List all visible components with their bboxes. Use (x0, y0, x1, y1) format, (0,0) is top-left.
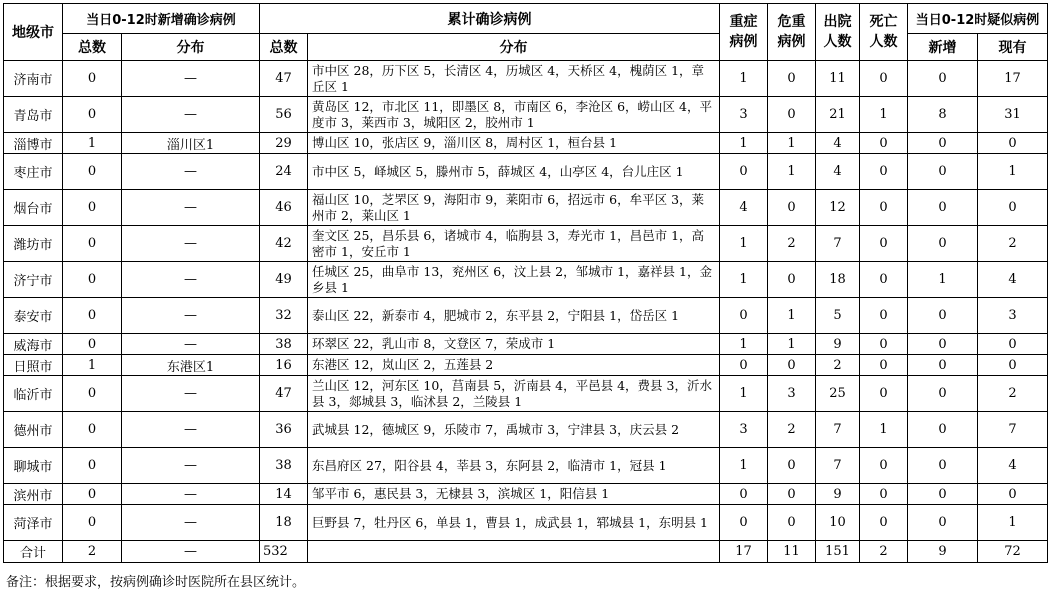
cell-severe: 3 (720, 412, 768, 448)
cell-severe: 1 (720, 334, 768, 355)
table-row (4, 412, 1048, 448)
cell-new-total: 0 (63, 190, 122, 226)
cell-suspect-current: 0 (978, 190, 1048, 226)
cell-severe: 0 (720, 298, 768, 334)
cell-suspect-new: 8 (908, 97, 978, 133)
cell-suspect-current: 31 (978, 97, 1048, 133)
total-suspect-new: 9 (908, 541, 978, 563)
cell-suspect-new: 0 (908, 484, 978, 505)
cell-suspect-new: 0 (908, 412, 978, 448)
cell-new-dist: 淄川区1 (122, 133, 260, 154)
cell-critical: 0 (768, 355, 816, 376)
cell-new-dist: — (122, 448, 260, 484)
cell-cum-dist: 东港区 12，岚山区 2，五莲县 2 (308, 355, 720, 376)
header-cumulative-distribution: 分布 (308, 34, 720, 61)
header-deaths: 死亡人数 (860, 4, 908, 61)
cell-deaths: 0 (860, 355, 908, 376)
cell-suspect-current: 17 (978, 61, 1048, 97)
cell-new-dist: — (122, 505, 260, 541)
total-cum-total: 532 (260, 541, 308, 563)
cell-severe: 0 (720, 154, 768, 190)
cell-deaths: 0 (860, 262, 908, 298)
cell-new-total: 0 (63, 226, 122, 262)
header-cumulative-total: 总数 (260, 34, 308, 61)
cell-severe: 1 (720, 61, 768, 97)
header-critical: 危重病例 (768, 4, 816, 61)
header-suspected-current: 现有 (978, 34, 1048, 61)
cell-new-total: 0 (63, 61, 122, 97)
cell-city: 青岛市 (4, 97, 63, 133)
cell-severe: 1 (720, 448, 768, 484)
cell-discharged: 9 (816, 334, 860, 355)
cell-city: 烟台市 (4, 190, 63, 226)
cell-new-total: 0 (63, 298, 122, 334)
total-deaths: 2 (860, 541, 908, 563)
cell-critical: 1 (768, 298, 816, 334)
cell-discharged: 11 (816, 61, 860, 97)
cell-suspect-current: 3 (978, 298, 1048, 334)
cell-severe: 3 (720, 97, 768, 133)
cell-cum-dist: 博山区 10，张店区 9，淄川区 8，周村区 1，桓台县 1 (308, 133, 720, 154)
cell-cum-dist: 巨野县 7，牡丹区 6，单县 1，曹县 1，成武县 1，郓城县 1，东明县 1 (308, 505, 720, 541)
cell-new-total: 1 (63, 355, 122, 376)
cell-cum-total: 36 (260, 412, 308, 448)
table-row (4, 154, 1048, 190)
cell-cum-total: 56 (260, 97, 308, 133)
cell-new-dist: — (122, 61, 260, 97)
cell-city: 济宁市 (4, 262, 63, 298)
cell-cum-total: 47 (260, 376, 308, 412)
cell-cum-total: 46 (260, 190, 308, 226)
cell-critical: 1 (768, 133, 816, 154)
total-label: 合计 (4, 541, 63, 563)
cell-deaths: 0 (860, 334, 908, 355)
header-suspected-new: 新增 (908, 34, 978, 61)
cell-discharged: 25 (816, 376, 860, 412)
cell-cum-total: 38 (260, 448, 308, 484)
header-new-distribution: 分布 (122, 34, 260, 61)
cell-severe: 0 (720, 484, 768, 505)
cell-discharged: 7 (816, 226, 860, 262)
cell-cum-dist: 武城县 12，德城区 9，乐陵市 7，禹城市 3，宁津县 3，庆云县 2 (308, 412, 720, 448)
cell-suspect-new: 0 (908, 334, 978, 355)
cell-cum-dist: 奎文区 25，昌乐县 6，诸城市 4，临朐县 3，寿光市 1，昌邑市 1，高密市 1，安丘市 1 (308, 226, 720, 262)
table-row (4, 376, 1048, 412)
cell-critical: 1 (768, 154, 816, 190)
cell-new-dist: — (122, 376, 260, 412)
cell-discharged: 5 (816, 298, 860, 334)
cell-cum-dist: 市中区 5，峄城区 5，滕州市 5，薛城区 4，山亭区 4，台儿庄区 1 (308, 154, 720, 190)
cell-city: 枣庄市 (4, 154, 63, 190)
cell-suspect-current: 2 (978, 376, 1048, 412)
cell-city: 潍坊市 (4, 226, 63, 262)
cell-new-total: 0 (63, 262, 122, 298)
cell-cum-dist: 市中区 28，历下区 5，长清区 4，历城区 4，天桥区 4，槐荫区 1，章丘区 1 (308, 61, 720, 97)
cell-critical: 0 (768, 505, 816, 541)
cell-severe: 1 (720, 226, 768, 262)
cell-suspect-new: 1 (908, 262, 978, 298)
cell-suspect-current: 2 (978, 226, 1048, 262)
cell-suspect-new: 0 (908, 355, 978, 376)
totals-row (4, 541, 1048, 563)
table-row (4, 262, 1048, 298)
cell-deaths: 0 (860, 505, 908, 541)
cell-new-dist: — (122, 154, 260, 190)
cell-discharged: 21 (816, 97, 860, 133)
cell-cum-total: 42 (260, 226, 308, 262)
cell-suspect-new: 0 (908, 376, 978, 412)
cell-city: 济南市 (4, 61, 63, 97)
cell-critical: 0 (768, 448, 816, 484)
cell-deaths: 0 (860, 61, 908, 97)
table-row (4, 133, 1048, 154)
cell-new-total: 0 (63, 97, 122, 133)
header-suspected-cases: 当日0-12时疑似病例 (908, 4, 1048, 34)
cell-cum-total: 32 (260, 298, 308, 334)
cell-new-dist: — (122, 226, 260, 262)
cell-city: 临沂市 (4, 376, 63, 412)
total-discharged: 151 (816, 541, 860, 563)
cell-new-total: 0 (63, 484, 122, 505)
cell-new-total: 1 (63, 133, 122, 154)
table-row (4, 505, 1048, 541)
cell-deaths: 0 (860, 484, 908, 505)
cell-discharged: 7 (816, 412, 860, 448)
header-new-cases: 当日0-12时新增确诊病例 (63, 4, 260, 34)
total-new-total: 2 (63, 541, 122, 563)
cell-severe: 1 (720, 262, 768, 298)
header-discharged: 出院人数 (816, 4, 860, 61)
cell-discharged: 18 (816, 262, 860, 298)
table-row (4, 97, 1048, 133)
cases-table (3, 3, 1048, 563)
cell-new-dist: — (122, 97, 260, 133)
cell-critical: 3 (768, 376, 816, 412)
cell-cum-total: 29 (260, 133, 308, 154)
cell-new-dist: — (122, 412, 260, 448)
cell-suspect-current: 7 (978, 412, 1048, 448)
cell-severe: 1 (720, 376, 768, 412)
cell-cum-total: 24 (260, 154, 308, 190)
header-new-total: 总数 (63, 34, 122, 61)
cell-suspect-current: 1 (978, 505, 1048, 541)
cell-suspect-current: 0 (978, 355, 1048, 376)
cell-suspect-current: 4 (978, 448, 1048, 484)
cell-critical: 0 (768, 190, 816, 226)
cell-deaths: 0 (860, 154, 908, 190)
cell-cum-total: 38 (260, 334, 308, 355)
cell-cum-dist: 邹平市 6，惠民县 3，无棣县 3，滨城区 1，阳信县 1 (308, 484, 720, 505)
cell-severe: 1 (720, 133, 768, 154)
header-city: 地级市 (4, 4, 63, 61)
cell-city: 德州市 (4, 412, 63, 448)
cell-suspect-new: 0 (908, 154, 978, 190)
cell-discharged: 4 (816, 133, 860, 154)
footnote: 备注：根据要求，按病例确诊时医院所在县区统计。 (6, 575, 306, 590)
cell-suspect-current: 4 (978, 262, 1048, 298)
total-critical: 11 (768, 541, 816, 563)
cell-discharged: 10 (816, 505, 860, 541)
cell-cum-dist: 泰山区 22，新泰市 4，肥城市 2，东平县 2，宁阳县 1，岱岳区 1 (308, 298, 720, 334)
table-row (4, 355, 1048, 376)
cell-cum-total: 16 (260, 355, 308, 376)
cell-cum-total: 18 (260, 505, 308, 541)
cell-deaths: 0 (860, 190, 908, 226)
total-cum-dist (308, 541, 720, 563)
cell-suspect-new: 0 (908, 133, 978, 154)
cell-suspect-current: 0 (978, 334, 1048, 355)
cell-suspect-new: 0 (908, 61, 978, 97)
cell-new-dist: — (122, 484, 260, 505)
total-severe: 17 (720, 541, 768, 563)
cell-new-dist: — (122, 190, 260, 226)
cell-critical: 2 (768, 412, 816, 448)
cell-deaths: 0 (860, 376, 908, 412)
cell-cum-dist: 任城区 25，曲阜市 13，兖州区 6，汶上县 2，邹城市 1，嘉祥县 1，金乡县 1 (308, 262, 720, 298)
table-row (4, 226, 1048, 262)
table-row (4, 448, 1048, 484)
cell-severe: 4 (720, 190, 768, 226)
cell-suspect-new: 0 (908, 226, 978, 262)
cell-severe: 0 (720, 505, 768, 541)
cell-city: 菏泽市 (4, 505, 63, 541)
cell-deaths: 0 (860, 448, 908, 484)
cell-critical: 0 (768, 484, 816, 505)
cell-discharged: 7 (816, 448, 860, 484)
cell-suspect-new: 0 (908, 298, 978, 334)
cell-new-dist: — (122, 298, 260, 334)
cell-city: 泰安市 (4, 298, 63, 334)
cell-city: 日照市 (4, 355, 63, 376)
cell-discharged: 4 (816, 154, 860, 190)
cell-critical: 0 (768, 262, 816, 298)
cell-new-dist: 东港区1 (122, 355, 260, 376)
cell-city: 滨州市 (4, 484, 63, 505)
cell-discharged: 9 (816, 484, 860, 505)
table-body (4, 61, 1048, 563)
cell-cum-dist: 东昌府区 27，阳谷县 4，莘县 3，东阿县 2，临清市 1，冠县 1 (308, 448, 720, 484)
cell-city: 聊城市 (4, 448, 63, 484)
cell-new-total: 0 (63, 505, 122, 541)
cell-cum-dist: 兰山区 12，河东区 10，莒南县 5，沂南县 4，平邑县 4，费县 3，沂水县 3，郯城县 3，临沭县 2，兰陵县 1 (308, 376, 720, 412)
cell-deaths: 0 (860, 133, 908, 154)
cell-critical: 0 (768, 61, 816, 97)
total-new-dist: — (122, 541, 260, 563)
cell-suspect-current: 1 (978, 154, 1048, 190)
cell-new-total: 0 (63, 334, 122, 355)
cell-cum-dist: 黄岛区 12，市北区 11，即墨区 8，市南区 6，李沧区 6，崂山区 4，平度市 3，莱西市 3，城阳区 2，胶州市 1 (308, 97, 720, 133)
cell-discharged: 12 (816, 190, 860, 226)
cell-suspect-current: 0 (978, 133, 1048, 154)
cell-new-dist: — (122, 262, 260, 298)
cell-severe: 0 (720, 355, 768, 376)
cell-new-total: 0 (63, 412, 122, 448)
header-cumulative-cases: 累计确诊病例 (260, 4, 720, 34)
cell-new-total: 0 (63, 154, 122, 190)
table-row (4, 190, 1048, 226)
table-row (4, 298, 1048, 334)
table-row (4, 484, 1048, 505)
cell-new-dist: — (122, 334, 260, 355)
cell-cum-total: 14 (260, 484, 308, 505)
cell-deaths: 1 (860, 412, 908, 448)
cell-cum-dist: 福山区 10，芝罘区 9，海阳市 9，莱阳市 6，招远市 6，牟平区 3，莱州市 2，莱山区 1 (308, 190, 720, 226)
cell-new-total: 0 (63, 448, 122, 484)
cell-city: 淄博市 (4, 133, 63, 154)
cell-cum-total: 47 (260, 61, 308, 97)
total-suspect-current: 72 (978, 541, 1048, 563)
cell-city: 威海市 (4, 334, 63, 355)
table-row (4, 334, 1048, 355)
cell-cum-total: 49 (260, 262, 308, 298)
cell-critical: 2 (768, 226, 816, 262)
cell-suspect-current: 0 (978, 484, 1048, 505)
cell-suspect-new: 0 (908, 448, 978, 484)
cell-critical: 0 (768, 97, 816, 133)
cell-deaths: 0 (860, 226, 908, 262)
cell-deaths: 0 (860, 298, 908, 334)
cell-critical: 1 (768, 334, 816, 355)
cell-new-total: 0 (63, 376, 122, 412)
table-row (4, 61, 1048, 97)
cell-deaths: 1 (860, 97, 908, 133)
header-severe: 重症病例 (720, 4, 768, 61)
cell-discharged: 2 (816, 355, 860, 376)
cell-suspect-new: 0 (908, 190, 978, 226)
cell-cum-dist: 环翠区 22，乳山市 8，文登区 7，荣成市 1 (308, 334, 720, 355)
cell-suspect-new: 0 (908, 505, 978, 541)
